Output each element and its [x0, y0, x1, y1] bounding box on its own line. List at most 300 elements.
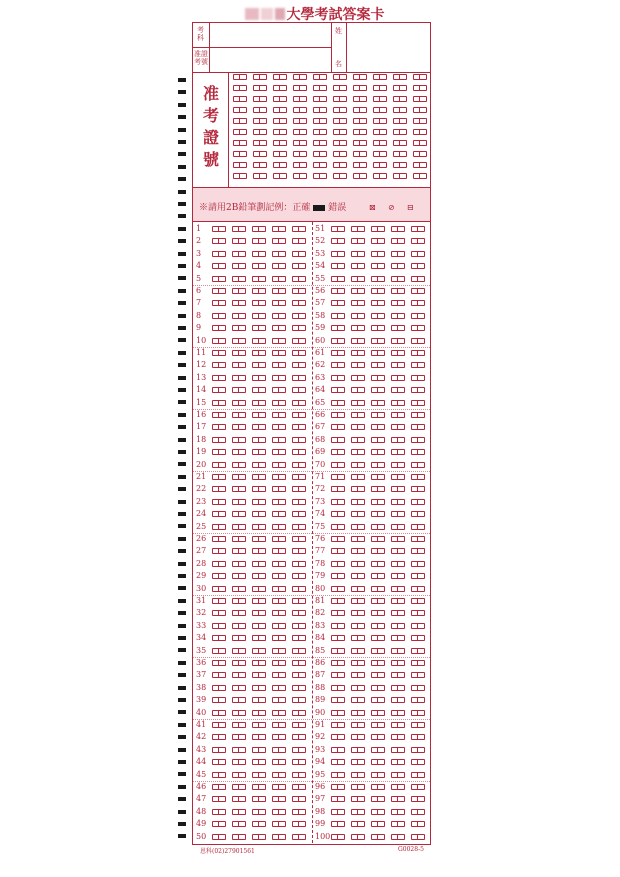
answer-bubble[interactable]: [212, 474, 226, 480]
answer-bubble[interactable]: [212, 734, 226, 740]
answer-bubble[interactable]: [232, 449, 246, 455]
answer-bubble[interactable]: [252, 400, 266, 406]
exam-id-bubble[interactable]: [233, 74, 247, 80]
answer-bubble[interactable]: [391, 784, 405, 790]
answer-bubble[interactable]: [391, 747, 405, 753]
answer-bubble[interactable]: [351, 313, 365, 319]
answer-bubble[interactable]: [411, 660, 425, 666]
subject-field[interactable]: [210, 24, 330, 46]
answer-bubble[interactable]: [331, 524, 345, 530]
answer-bubble[interactable]: [292, 238, 306, 244]
exam-id-bubble[interactable]: [353, 162, 367, 168]
answer-bubble[interactable]: [331, 300, 345, 306]
answer-bubble[interactable]: [252, 412, 266, 418]
answer-bubble[interactable]: [411, 648, 425, 654]
answer-bubble[interactable]: [252, 722, 266, 728]
exam-id-bubble[interactable]: [313, 173, 327, 179]
answer-bubble[interactable]: [292, 486, 306, 492]
exam-id-bubble[interactable]: [353, 129, 367, 135]
answer-bubble[interactable]: [272, 387, 286, 393]
answer-bubble[interactable]: [391, 635, 405, 641]
answer-bubble[interactable]: [232, 325, 246, 331]
answer-bubble[interactable]: [371, 772, 385, 778]
answer-bubble[interactable]: [252, 561, 266, 567]
answer-bubble[interactable]: [331, 598, 345, 604]
answer-bubble[interactable]: [272, 412, 286, 418]
answer-bubble[interactable]: [351, 747, 365, 753]
exam-id-bubble[interactable]: [393, 151, 407, 157]
exam-id-bubble[interactable]: [293, 118, 307, 124]
answer-bubble[interactable]: [411, 338, 425, 344]
exam-id-bubble[interactable]: [233, 151, 247, 157]
answer-bubble[interactable]: [272, 400, 286, 406]
answer-bubble[interactable]: [272, 610, 286, 616]
exam-id-bubble[interactable]: [413, 74, 427, 80]
answer-bubble[interactable]: [212, 288, 226, 294]
answer-bubble[interactable]: [252, 648, 266, 654]
answer-bubble[interactable]: [351, 809, 365, 815]
answer-bubble[interactable]: [351, 362, 365, 368]
answer-bubble[interactable]: [331, 635, 345, 641]
answer-bubble[interactable]: [331, 660, 345, 666]
answer-bubble[interactable]: [252, 734, 266, 740]
answer-bubble[interactable]: [292, 251, 306, 257]
answer-bubble[interactable]: [351, 623, 365, 629]
exam-id-bubble[interactable]: [273, 107, 287, 113]
answer-bubble[interactable]: [212, 536, 226, 542]
answer-bubble[interactable]: [212, 238, 226, 244]
answer-bubble[interactable]: [272, 288, 286, 294]
answer-bubble[interactable]: [391, 834, 405, 840]
exam-id-bubble[interactable]: [413, 151, 427, 157]
answer-bubble[interactable]: [391, 437, 405, 443]
answer-bubble[interactable]: [232, 338, 246, 344]
answer-bubble[interactable]: [371, 276, 385, 282]
answer-bubble[interactable]: [252, 424, 266, 430]
answer-bubble[interactable]: [272, 276, 286, 282]
answer-bubble[interactable]: [411, 325, 425, 331]
answer-bubble[interactable]: [232, 263, 246, 269]
answer-bubble[interactable]: [252, 462, 266, 468]
answer-bubble[interactable]: [272, 300, 286, 306]
answer-bubble[interactable]: [272, 660, 286, 666]
answer-bubble[interactable]: [272, 524, 286, 530]
exam-id-bubble[interactable]: [413, 96, 427, 102]
answer-bubble[interactable]: [391, 226, 405, 232]
answer-bubble[interactable]: [391, 722, 405, 728]
answer-bubble[interactable]: [292, 338, 306, 344]
exam-id-bubble[interactable]: [273, 118, 287, 124]
answer-bubble[interactable]: [331, 412, 345, 418]
answer-bubble[interactable]: [212, 424, 226, 430]
exam-id-bubble[interactable]: [233, 96, 247, 102]
answer-bubble[interactable]: [411, 375, 425, 381]
answer-bubble[interactable]: [252, 623, 266, 629]
answer-bubble[interactable]: [212, 400, 226, 406]
answer-bubble[interactable]: [351, 586, 365, 592]
answer-bubble[interactable]: [232, 635, 246, 641]
exam-id-bubble[interactable]: [353, 96, 367, 102]
exam-id-bubble[interactable]: [233, 118, 247, 124]
answer-bubble[interactable]: [411, 710, 425, 716]
answer-bubble[interactable]: [272, 784, 286, 790]
answer-bubble[interactable]: [411, 362, 425, 368]
answer-bubble[interactable]: [212, 586, 226, 592]
answer-bubble[interactable]: [411, 536, 425, 542]
exam-id-bubble[interactable]: [313, 118, 327, 124]
answer-bubble[interactable]: [232, 784, 246, 790]
answer-bubble[interactable]: [331, 710, 345, 716]
answer-bubble[interactable]: [212, 573, 226, 579]
answer-bubble[interactable]: [232, 697, 246, 703]
answer-bubble[interactable]: [292, 734, 306, 740]
answer-bubble[interactable]: [371, 672, 385, 678]
exam-id-bubble[interactable]: [273, 129, 287, 135]
answer-bubble[interactable]: [292, 437, 306, 443]
answer-bubble[interactable]: [272, 226, 286, 232]
answer-bubble[interactable]: [272, 263, 286, 269]
answer-bubble[interactable]: [252, 586, 266, 592]
answer-bubble[interactable]: [252, 449, 266, 455]
answer-bubble[interactable]: [331, 586, 345, 592]
answer-bubble[interactable]: [411, 474, 425, 480]
exam-id-bubble[interactable]: [413, 118, 427, 124]
answer-bubble[interactable]: [371, 821, 385, 827]
answer-bubble[interactable]: [292, 263, 306, 269]
answer-bubble[interactable]: [272, 685, 286, 691]
answer-bubble[interactable]: [252, 238, 266, 244]
answer-bubble[interactable]: [252, 834, 266, 840]
answer-bubble[interactable]: [371, 548, 385, 554]
answer-bubble[interactable]: [391, 809, 405, 815]
exam-id-bubble[interactable]: [253, 107, 267, 113]
exam-id-bubble[interactable]: [273, 85, 287, 91]
answer-bubble[interactable]: [272, 424, 286, 430]
answer-bubble[interactable]: [272, 573, 286, 579]
exam-id-bubble[interactable]: [233, 107, 247, 113]
answer-bubble[interactable]: [391, 338, 405, 344]
answer-bubble[interactable]: [411, 462, 425, 468]
answer-bubble[interactable]: [292, 598, 306, 604]
answer-bubble[interactable]: [272, 734, 286, 740]
answer-bubble[interactable]: [411, 548, 425, 554]
answer-bubble[interactable]: [292, 573, 306, 579]
answer-bubble[interactable]: [252, 598, 266, 604]
answer-bubble[interactable]: [411, 437, 425, 443]
answer-bubble[interactable]: [391, 524, 405, 530]
answer-bubble[interactable]: [331, 437, 345, 443]
exam-id-bubble[interactable]: [253, 85, 267, 91]
answer-bubble[interactable]: [411, 313, 425, 319]
exam-id-bubble[interactable]: [413, 107, 427, 113]
answer-bubble[interactable]: [371, 834, 385, 840]
exam-id-bubble[interactable]: [373, 151, 387, 157]
answer-bubble[interactable]: [371, 474, 385, 480]
answer-bubble[interactable]: [391, 325, 405, 331]
exam-id-bubble[interactable]: [333, 74, 347, 80]
answer-bubble[interactable]: [212, 263, 226, 269]
answer-bubble[interactable]: [391, 400, 405, 406]
answer-bubble[interactable]: [232, 387, 246, 393]
exam-id-bubble[interactable]: [273, 173, 287, 179]
answer-bubble[interactable]: [391, 734, 405, 740]
answer-bubble[interactable]: [212, 548, 226, 554]
answer-bubble[interactable]: [212, 362, 226, 368]
exam-id-bubble[interactable]: [313, 162, 327, 168]
answer-bubble[interactable]: [272, 821, 286, 827]
answer-bubble[interactable]: [292, 710, 306, 716]
answer-bubble[interactable]: [292, 722, 306, 728]
answer-bubble[interactable]: [292, 561, 306, 567]
answer-bubble[interactable]: [371, 424, 385, 430]
answer-bubble[interactable]: [351, 238, 365, 244]
answer-bubble[interactable]: [331, 536, 345, 542]
answer-bubble[interactable]: [292, 226, 306, 232]
answer-bubble[interactable]: [212, 685, 226, 691]
answer-bubble[interactable]: [411, 486, 425, 492]
answer-bubble[interactable]: [371, 449, 385, 455]
answer-bubble[interactable]: [212, 486, 226, 492]
exam-id-bubble[interactable]: [313, 151, 327, 157]
answer-bubble[interactable]: [351, 486, 365, 492]
answer-bubble[interactable]: [272, 486, 286, 492]
answer-bubble[interactable]: [272, 338, 286, 344]
exam-id-bubble[interactable]: [273, 140, 287, 146]
answer-bubble[interactable]: [331, 759, 345, 765]
answer-bubble[interactable]: [212, 338, 226, 344]
answer-bubble[interactable]: [411, 499, 425, 505]
answer-bubble[interactable]: [232, 524, 246, 530]
answer-bubble[interactable]: [232, 772, 246, 778]
exam-id-bubble[interactable]: [333, 140, 347, 146]
answer-bubble[interactable]: [351, 226, 365, 232]
answer-bubble[interactable]: [391, 685, 405, 691]
answer-bubble[interactable]: [331, 387, 345, 393]
answer-bubble[interactable]: [331, 338, 345, 344]
answer-bubble[interactable]: [411, 424, 425, 430]
answer-bubble[interactable]: [351, 821, 365, 827]
exam-id-bubble[interactable]: [353, 85, 367, 91]
answer-bubble[interactable]: [351, 710, 365, 716]
answer-bubble[interactable]: [391, 424, 405, 430]
answer-bubble[interactable]: [371, 400, 385, 406]
exam-id-bubble[interactable]: [293, 107, 307, 113]
answer-bubble[interactable]: [232, 462, 246, 468]
answer-bubble[interactable]: [411, 573, 425, 579]
answer-bubble[interactable]: [212, 511, 226, 517]
answer-bubble[interactable]: [411, 685, 425, 691]
answer-bubble[interactable]: [252, 747, 266, 753]
answer-bubble[interactable]: [272, 759, 286, 765]
answer-bubble[interactable]: [371, 660, 385, 666]
answer-bubble[interactable]: [272, 362, 286, 368]
answer-bubble[interactable]: [351, 251, 365, 257]
answer-bubble[interactable]: [232, 499, 246, 505]
answer-bubble[interactable]: [252, 313, 266, 319]
answer-bubble[interactable]: [232, 722, 246, 728]
answer-bubble[interactable]: [351, 338, 365, 344]
exam-id-bubble[interactable]: [313, 96, 327, 102]
exam-id-bubble[interactable]: [353, 140, 367, 146]
answer-bubble[interactable]: [371, 437, 385, 443]
answer-bubble[interactable]: [371, 511, 385, 517]
exam-id-bubble[interactable]: [333, 96, 347, 102]
exam-id-bubble[interactable]: [333, 107, 347, 113]
answer-bubble[interactable]: [411, 300, 425, 306]
exam-id-bubble[interactable]: [253, 129, 267, 135]
answer-bubble[interactable]: [391, 251, 405, 257]
answer-bubble[interactable]: [351, 462, 365, 468]
exam-id-bubble[interactable]: [273, 74, 287, 80]
answer-bubble[interactable]: [351, 672, 365, 678]
answer-bubble[interactable]: [391, 648, 405, 654]
exam-id-bubble[interactable]: [293, 85, 307, 91]
answer-bubble[interactable]: [371, 486, 385, 492]
answer-bubble[interactable]: [252, 251, 266, 257]
answer-bubble[interactable]: [212, 276, 226, 282]
answer-bubble[interactable]: [272, 598, 286, 604]
answer-bubble[interactable]: [371, 412, 385, 418]
answer-bubble[interactable]: [411, 722, 425, 728]
exam-id-bubble[interactable]: [413, 173, 427, 179]
answer-bubble[interactable]: [252, 784, 266, 790]
answer-bubble[interactable]: [272, 772, 286, 778]
answer-bubble[interactable]: [351, 276, 365, 282]
exam-id-bubble[interactable]: [373, 162, 387, 168]
answer-bubble[interactable]: [411, 251, 425, 257]
exam-id-bubble[interactable]: [233, 140, 247, 146]
answer-bubble[interactable]: [391, 586, 405, 592]
exam-id-bubble[interactable]: [413, 162, 427, 168]
answer-bubble[interactable]: [252, 809, 266, 815]
answer-bubble[interactable]: [212, 251, 226, 257]
answer-bubble[interactable]: [331, 722, 345, 728]
answer-bubble[interactable]: [411, 809, 425, 815]
answer-bubble[interactable]: [252, 474, 266, 480]
answer-bubble[interactable]: [212, 437, 226, 443]
answer-bubble[interactable]: [331, 834, 345, 840]
answer-bubble[interactable]: [292, 524, 306, 530]
answer-bubble[interactable]: [351, 759, 365, 765]
answer-bubble[interactable]: [391, 288, 405, 294]
answer-bubble[interactable]: [411, 672, 425, 678]
answer-bubble[interactable]: [232, 412, 246, 418]
answer-bubble[interactable]: [411, 586, 425, 592]
exam-id-bubble[interactable]: [353, 173, 367, 179]
answer-bubble[interactable]: [292, 462, 306, 468]
exam-id-bubble[interactable]: [253, 96, 267, 102]
answer-bubble[interactable]: [351, 288, 365, 294]
answer-bubble[interactable]: [351, 722, 365, 728]
answer-bubble[interactable]: [252, 511, 266, 517]
exam-id-bubble[interactable]: [333, 162, 347, 168]
answer-bubble[interactable]: [252, 573, 266, 579]
exam-id-bubble[interactable]: [353, 118, 367, 124]
answer-bubble[interactable]: [391, 548, 405, 554]
answer-bubble[interactable]: [252, 710, 266, 716]
answer-bubble[interactable]: [331, 809, 345, 815]
answer-bubble[interactable]: [411, 350, 425, 356]
answer-bubble[interactable]: [272, 325, 286, 331]
answer-bubble[interactable]: [212, 648, 226, 654]
answer-bubble[interactable]: [351, 536, 365, 542]
answer-bubble[interactable]: [232, 685, 246, 691]
answer-bubble[interactable]: [331, 734, 345, 740]
exam-id-bubble[interactable]: [333, 129, 347, 135]
answer-bubble[interactable]: [292, 449, 306, 455]
answer-bubble[interactable]: [292, 648, 306, 654]
answer-bubble[interactable]: [212, 710, 226, 716]
answer-bubble[interactable]: [272, 548, 286, 554]
answer-bubble[interactable]: [351, 300, 365, 306]
answer-bubble[interactable]: [232, 623, 246, 629]
answer-bubble[interactable]: [371, 586, 385, 592]
exam-id-bubble[interactable]: [413, 140, 427, 146]
exam-id-bubble[interactable]: [393, 129, 407, 135]
answer-bubble[interactable]: [371, 238, 385, 244]
answer-bubble[interactable]: [371, 499, 385, 505]
exam-id-bubble[interactable]: [253, 140, 267, 146]
exam-id-bubble[interactable]: [313, 85, 327, 91]
answer-bubble[interactable]: [331, 462, 345, 468]
answer-bubble[interactable]: [371, 338, 385, 344]
answer-bubble[interactable]: [232, 660, 246, 666]
answer-bubble[interactable]: [391, 623, 405, 629]
answer-bubble[interactable]: [371, 387, 385, 393]
answer-bubble[interactable]: [391, 610, 405, 616]
answer-bubble[interactable]: [272, 796, 286, 802]
exam-id-bubble[interactable]: [233, 173, 247, 179]
exam-id-bubble[interactable]: [293, 96, 307, 102]
answer-bubble[interactable]: [411, 288, 425, 294]
answer-bubble[interactable]: [292, 313, 306, 319]
answer-bubble[interactable]: [371, 325, 385, 331]
answer-bubble[interactable]: [411, 734, 425, 740]
exam-id-bubble[interactable]: [373, 107, 387, 113]
exam-id-bubble[interactable]: [393, 85, 407, 91]
exam-id-bubble[interactable]: [333, 85, 347, 91]
answer-bubble[interactable]: [272, 536, 286, 542]
answer-bubble[interactable]: [331, 325, 345, 331]
exam-id-bubble[interactable]: [233, 85, 247, 91]
answer-bubble[interactable]: [371, 796, 385, 802]
answer-bubble[interactable]: [252, 362, 266, 368]
answer-bubble[interactable]: [331, 685, 345, 691]
answer-bubble[interactable]: [272, 251, 286, 257]
exam-id-bubble[interactable]: [373, 96, 387, 102]
answer-bubble[interactable]: [351, 610, 365, 616]
exam-id-bubble[interactable]: [313, 140, 327, 146]
answer-bubble[interactable]: [331, 375, 345, 381]
answer-bubble[interactable]: [252, 486, 266, 492]
answer-bubble[interactable]: [212, 375, 226, 381]
answer-bubble[interactable]: [351, 685, 365, 691]
exam-id-bubble[interactable]: [293, 129, 307, 135]
answer-bubble[interactable]: [292, 387, 306, 393]
answer-bubble[interactable]: [371, 350, 385, 356]
answer-bubble[interactable]: [371, 759, 385, 765]
answer-bubble[interactable]: [252, 338, 266, 344]
answer-bubble[interactable]: [391, 449, 405, 455]
answer-bubble[interactable]: [411, 449, 425, 455]
answer-bubble[interactable]: [331, 648, 345, 654]
answer-bubble[interactable]: [272, 511, 286, 517]
answer-bubble[interactable]: [351, 387, 365, 393]
exam-id-bubble[interactable]: [253, 173, 267, 179]
answer-bubble[interactable]: [272, 697, 286, 703]
answer-bubble[interactable]: [391, 486, 405, 492]
answer-bubble[interactable]: [391, 772, 405, 778]
